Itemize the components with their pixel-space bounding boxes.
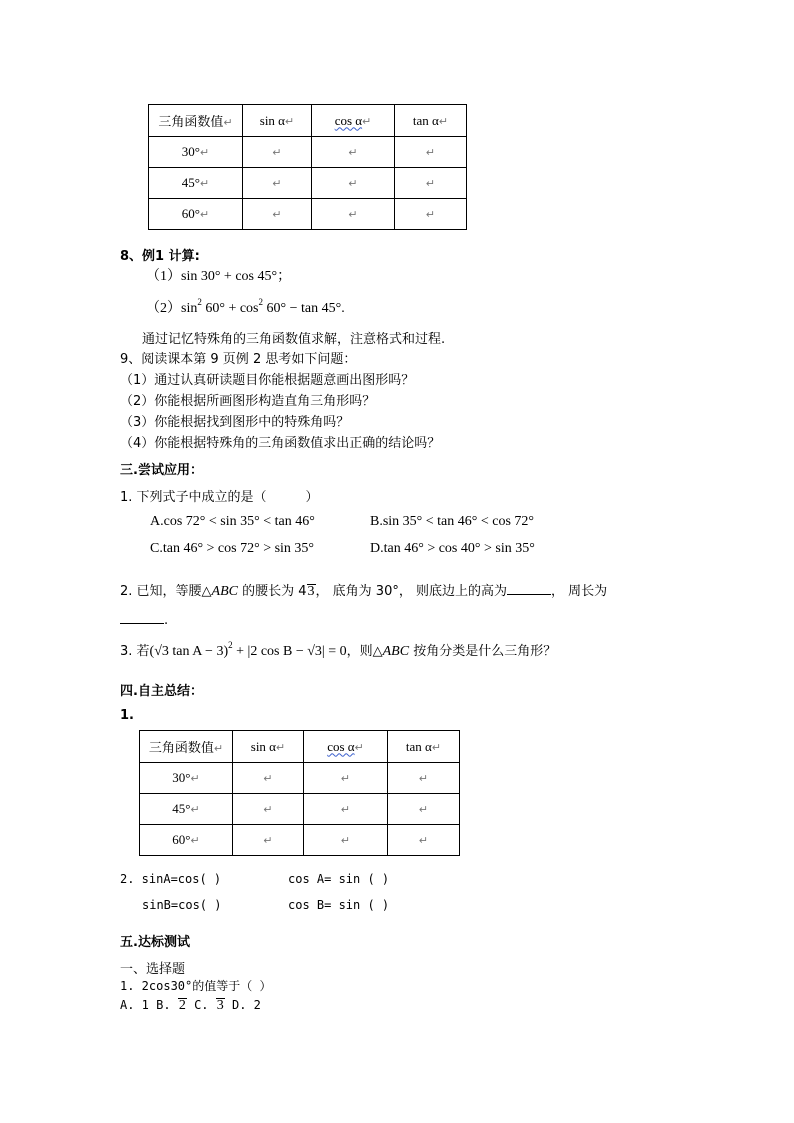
trig-table-2 xyxy=(139,730,460,856)
table-cell: ↵ xyxy=(233,763,304,794)
table-cell: ↵ xyxy=(304,825,388,856)
s3-option-d: D.tan 46° > cos 40° > sin 35° xyxy=(370,541,535,556)
row-label: 30°↵ xyxy=(149,137,243,168)
header-cell: tan α↵ xyxy=(388,731,460,763)
s4-p2-line2-a: sinB=cos( ) xyxy=(142,898,222,912)
s3-problem-2-cont: . xyxy=(120,611,168,628)
table-cell: ↵ xyxy=(233,794,304,825)
table-cell: ↵ xyxy=(388,825,460,856)
table-cell: ↵ xyxy=(395,199,467,230)
s3-problem-3: 3. 若(√3 tan A − 3)$^2$ + |2 cos B − √3| = 0，则△ABC 按角分类是什么三角形？ xyxy=(120,640,557,659)
s3-option-a: A.cos 72° < sin 35° < tan 46° xyxy=(150,514,315,529)
table-cell: ↵ xyxy=(395,137,467,168)
table-cell: ↵ xyxy=(243,137,312,168)
table-cell: ↵ xyxy=(243,199,312,230)
header-cell: cos α↵ xyxy=(312,105,395,137)
s3-problem-1: 1. 下列式子中成立的是（ ） xyxy=(120,490,319,505)
section-5-title: 五.达标测试 xyxy=(120,935,190,950)
q9-item: （1）通过认真研读题目你能根据题意画出图形吗？ xyxy=(120,373,415,388)
q8-title: 8、例1 计算: xyxy=(120,249,200,264)
table-cell: ↵ xyxy=(233,825,304,856)
s3-problem-2: 2. 已知，等腰△ABC 的腰长为 43， 底角为 30°， 则底边上的高为 ， 周长为 xyxy=(120,584,608,599)
q8-item-1: （1）sin 30° + cos 45°； xyxy=(146,269,292,284)
header-cell: cos α↵ xyxy=(304,731,388,763)
row-label: 60°↵ xyxy=(140,825,233,856)
header-cell: 三角函数值↵ xyxy=(149,105,243,137)
table-cell: ↵ xyxy=(312,199,395,230)
row-label: 60°↵ xyxy=(149,199,243,230)
table-cell: ↵ xyxy=(304,794,388,825)
s5-subtitle: 一、选择题 xyxy=(120,962,186,977)
table-cell: ↵ xyxy=(312,137,395,168)
table-cell: ↵ xyxy=(312,168,395,199)
q9-item: （3）你能根据找到图形中的特殊角吗？ xyxy=(120,415,350,430)
header-cell: sin α↵ xyxy=(233,731,304,763)
header-cell: 三角函数值↵ xyxy=(140,731,233,763)
s4-p2-line1-a: 2. sinA=cos( ) xyxy=(120,872,222,886)
q8-note: 通过记忆特殊角的三角函数值求解，注意格式和过程. xyxy=(142,332,446,347)
s4-sub-1: 1. xyxy=(120,708,134,723)
s4-p2-line2-b: cos B= sin ( ) xyxy=(288,898,390,912)
header-cell: tan α↵ xyxy=(395,105,467,137)
s4-p2-line1-b: cos A= sin ( ) xyxy=(288,872,390,886)
s5-question-1: 1. 2cos30°的值等于（ ） xyxy=(120,979,272,993)
table-cell: ↵ xyxy=(243,168,312,199)
s3-option-c: C.tan 46° > cos 72° > sin 35° xyxy=(150,541,315,556)
q9-item: （4）你能根据特殊角的三角函数值求出正确的结论吗？ xyxy=(120,436,441,451)
s3-option-b: B.sin 35° < tan 46° < cos 72° xyxy=(370,514,535,529)
table-cell: ↵ xyxy=(304,763,388,794)
trig-table-1 xyxy=(148,104,467,230)
s5-options: A. 1 B. 2 C. 3 D. 2 xyxy=(120,998,261,1013)
section-3-title: 三.尝试应用： xyxy=(120,463,203,478)
row-label: 30°↵ xyxy=(140,763,233,794)
table-cell: ↵ xyxy=(395,168,467,199)
row-label: 45°↵ xyxy=(149,168,243,199)
q8-item-2: $(2)\sin^2$ $60^\circ + \cos^2 60^\circ - \tan 45^\circ$. xyxy=(146,297,345,316)
table-cell: ↵ xyxy=(388,794,460,825)
row-label: 45°↵ xyxy=(140,794,233,825)
table-cell: ↵ xyxy=(388,763,460,794)
section-4-title: 四.自主总结： xyxy=(120,684,203,699)
q9-title: 9、阅读课本第 9 页例 2 思考如下问题： xyxy=(120,352,357,367)
header-cell: sin α↵ xyxy=(243,105,312,137)
q9-item: （2）你能根据所画图形构造直角三角形吗？ xyxy=(120,394,376,409)
